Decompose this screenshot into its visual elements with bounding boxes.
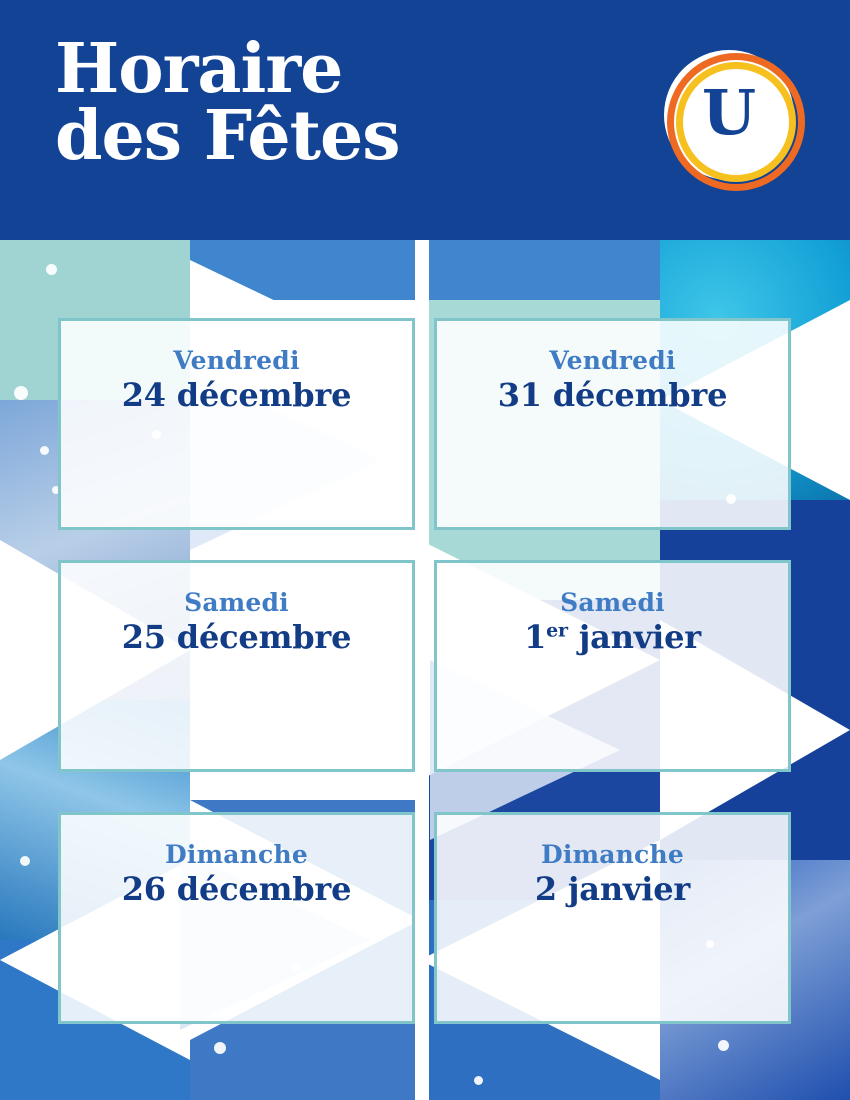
card-date-label: 25 décembre (121, 617, 352, 656)
poster-header (0, 0, 850, 240)
schedule-card[interactable] (58, 812, 415, 1024)
card-date-label: 24 décembre (121, 375, 352, 414)
card-date-label: 2 janvier (534, 869, 691, 908)
card-day-label: Samedi (560, 588, 665, 617)
card-date-prefix: 1 (524, 617, 547, 656)
page-title (55, 29, 615, 176)
card-day-label: Samedi (184, 588, 289, 617)
schedule-card[interactable] (58, 560, 415, 772)
brand-logo (664, 50, 794, 180)
title-line-2: des Fêtes (55, 95, 400, 176)
card-date-label (437, 619, 788, 656)
schedule-card[interactable] (434, 812, 791, 1024)
card-day-label: Vendredi (549, 346, 676, 375)
schedule-card[interactable] (434, 560, 791, 772)
card-date-ordinal: er (546, 618, 568, 641)
schedule-card[interactable] (58, 318, 415, 530)
card-day-label: Dimanche (541, 840, 684, 869)
card-date-label: 26 décembre (121, 869, 352, 908)
schedule-card-grid (0, 240, 850, 1100)
schedule-card[interactable] (434, 318, 791, 530)
card-date-month: janvier (567, 617, 701, 656)
card-day-label: Vendredi (173, 346, 300, 375)
title-line-1: Horaire (55, 29, 343, 109)
card-date-label: 31 décembre (497, 375, 728, 414)
card-day-label: Dimanche (165, 840, 308, 869)
logo-letter-u: U (701, 76, 757, 149)
